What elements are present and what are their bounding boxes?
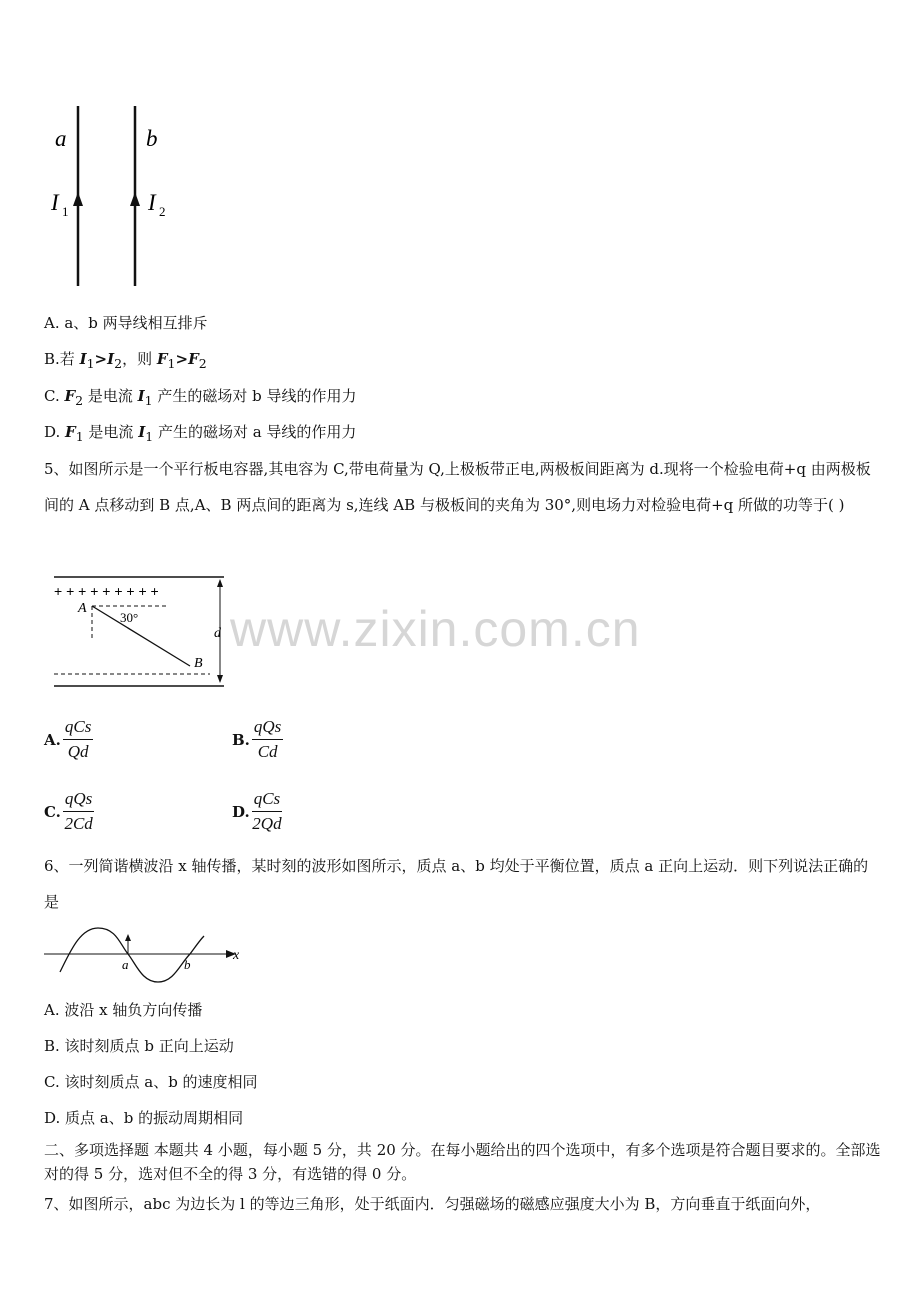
q4-option-c: C. $F_2$ 是电流 $I_1$ 产生的磁场对 b 导线的作用力 [44, 387, 357, 408]
point-a-label: a [122, 957, 129, 972]
positive-charges-label: + + + + + + + + + [54, 583, 159, 599]
distance-d-label: d [214, 626, 221, 641]
q4-option-a: A. a、b 两导线相互排斥 [44, 314, 208, 332]
section-2-heading: 二、多项选择题 本题共 4 小题，每小题 5 分，共 20 分。在每小题给出的四个选项中，有多个选项是符合题目要求的。全部选对的得 5 分，选对但不全的得 3 分，有选错的得 0 分。 [44, 1141, 881, 1183]
capacitor-figure [50, 570, 240, 692]
wire-b-label: b [146, 126, 158, 151]
current-arrow-a-icon [73, 192, 83, 206]
point-b-label: B [194, 656, 203, 671]
q6-option-a: A. 波沿 x 轴负方向传播 [44, 1001, 203, 1019]
current-i2-label: I [148, 190, 156, 215]
svg-text:1: 1 [62, 204, 69, 219]
svg-text:2: 2 [159, 204, 166, 219]
q5-option-a: A. $\frac{\text{qCs}}{Qd}$ [44, 717, 92, 761]
x-axis-label: x [233, 948, 240, 963]
q5-option-d: D. $\frac{\text{qCs}}{2Qd}$ [232, 789, 282, 833]
angle-label: 30° [120, 610, 139, 625]
current-arrow-b-icon [130, 192, 140, 206]
q5-option-c: C. $\frac{\text{qQs}}{2Cd}$ [44, 789, 93, 833]
q7-stem: 7、如图所示，abc 为边长为 l 的等边三角形，处于纸面内．匀强磁场的磁感应强度大小为 B，方向垂直于纸面向外， [44, 1195, 821, 1213]
velocity-arrow-icon [125, 934, 131, 941]
watermark: www.zixin.com.cn [230, 601, 641, 657]
q6-stem: 6、一列简谐横波沿 x 轴传播，某时刻的波形如图所示，质点 a、b 均处于平衡位置，质点 a 正向上运动．则下列说法正确的是 [44, 857, 869, 911]
q5-stem: 5、如图所示是一个平行板电容器,其电容为 C,带电荷量为 Q,上极板带正电,两极板间距离为 d.现将一个检验电荷+q 由两极板间的 A 点移动到 B 点,A、B 两点间的距离为 s,连线 AB 与极板间的夹角为 30°,则电场力对检验电荷+q 所做的功等于( ) [44, 460, 871, 514]
q5-option-b: B. $\frac{\text{qQs}}{Cd}$ [232, 717, 282, 761]
point-a-label: A [78, 601, 87, 616]
point-b-label: b [184, 957, 191, 972]
wave-figure [40, 922, 250, 988]
current-i1-label: I [51, 190, 59, 215]
q6-option-c: C. 该时刻质点 a、b 的速度相同 [44, 1073, 258, 1091]
q6-option-d: D. 质点 a、b 的振动周期相同 [44, 1109, 244, 1127]
q4-option-d: D. $F_1$ 是电流 $I_1$ 产生的磁场对 a 导线的作用力 [44, 423, 357, 444]
wire-a-label: a [55, 126, 67, 151]
q4-option-b: B.若 $I_1>I_2$，则 $F_1>F_2$ [44, 350, 207, 371]
parallel-wires-figure [40, 100, 180, 290]
q6-option-b: B. 该时刻质点 b 正向上运动 [44, 1037, 234, 1055]
